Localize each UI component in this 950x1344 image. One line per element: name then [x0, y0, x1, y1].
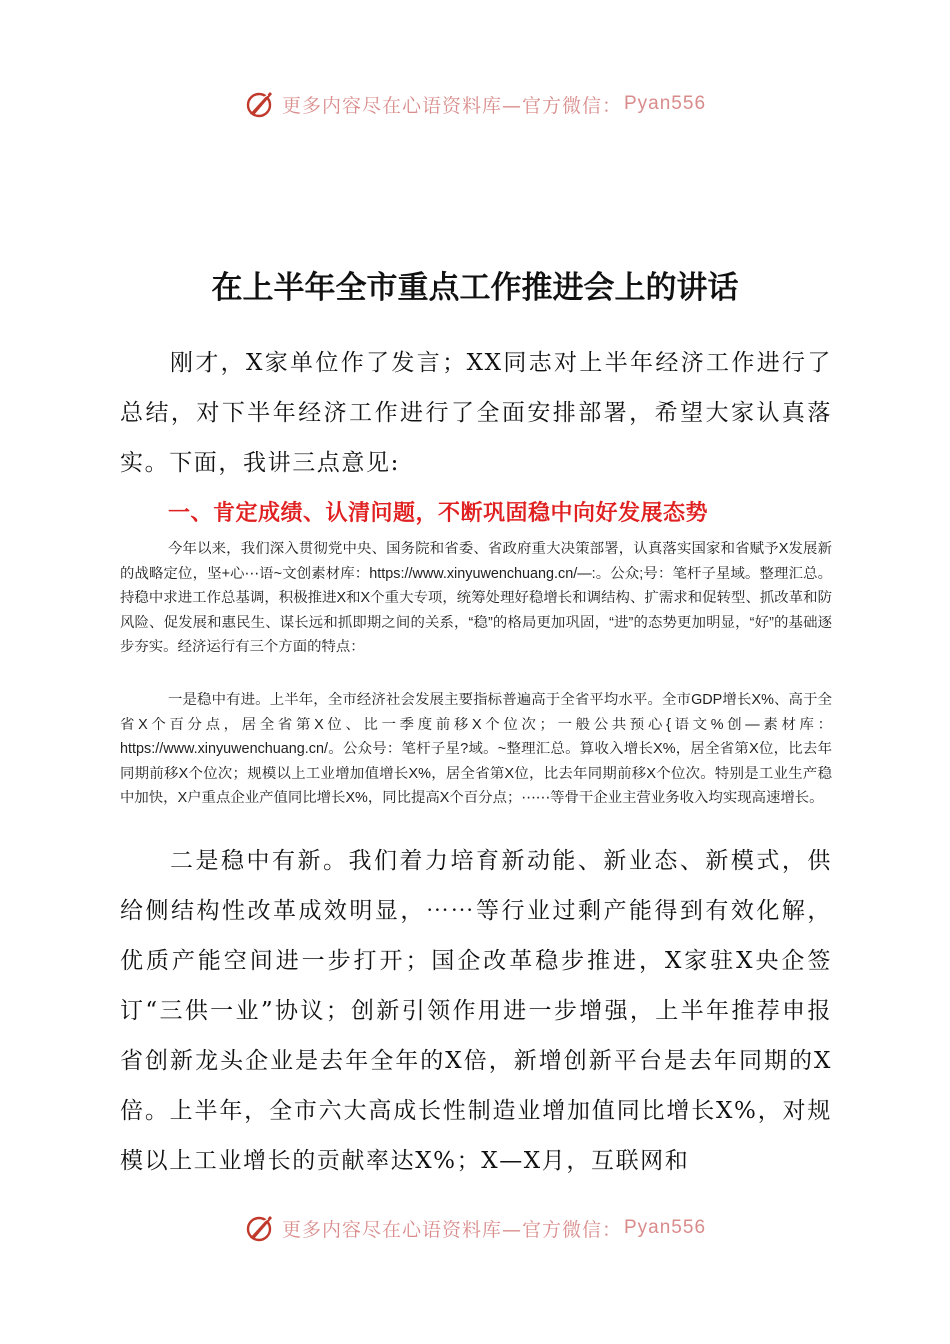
document-title: 在上半年全市重点工作推进会上的讲话 [211, 270, 739, 306]
watermark-text: 更多内容尽在心语资料库—官方微信： [281, 94, 622, 117]
quill-logo-icon [244, 1212, 276, 1244]
intro-paragraph: 刚才，X家单位作了发言；XX同志对上半年经济工作进行了总结，对下半年经济工作进行了全面安排部署，希望大家认真落实。下面，我讲三点意见: [120, 350, 832, 476]
quill-logo-icon [244, 88, 276, 120]
watermark-text: 更多内容尽在心语资料库—官方微信： [281, 1218, 622, 1241]
watermark-wechat-id: Pyan556 [624, 1217, 707, 1238]
footer-watermark [0, 1206, 950, 1250]
section-heading-1: 一、肯定成绩、认清问题，不断巩固稳中向好发展态势 [168, 501, 709, 526]
overview-paragraph: 今年以来，我们深入贯彻党中央、国务院和省委、省政府重大决策部署，认真落实国家和省赋予X发展新的战略定位，坚+心⋯语~文创素材库：https://www.xinyuwenchuang.cn/—:。公众;号：笔杆子星域。整理汇总。持稳中求进工作总基调，积极推进X和X个重大专项，统筹处理好稳增长和调结构、扩需求和促转型、抓改革和防风险、促发展和惠民生、谋长远和抓即期之间的关系，“稳”的格局更加巩固，“进”的态势更加明显，“好”的基础逐步夯实。经济运行有三个方面的特点： [120, 541, 832, 656]
watermark-wechat-id: Pyan556 [624, 93, 707, 114]
new-momentum-paragraph: 二是稳中有新。我们着力培育新动能、新业态、新模式，供给侧结构性改革成效明显，⋯⋯等行业过剩产能得到有效化解，优质产能空间进一步打开；国企改革稳步推进，X家驻X央企签订“三供一业”协议；创新引领作用进一步增强，上半年推荐申报省创新龙头企业是去年全年的X倍，新增创新平台是去年同期的X倍。上半年，全市六大高成长性制造业增加值同比增长X%，对规模以上工业增长的贡献率达X%；X—X月，互联网和 [120, 848, 832, 1174]
header-watermark [0, 82, 950, 126]
stable-progress-paragraph: 一是稳中有进。上半年，全市经济社会发展主要指标普遍高于全省平均水平。全市GDP增长X%、高于全省X个百分点，居全省第X位、比一季度前移X个位次；一般公共预心{语文%创—素材库：https://www.xinyuwenchuang.cn/。公众号：笔杆子星?域。~整理汇总。算收入增长X%，居全省第X位，比去年同期前移X个位次；规模以上工业增加值增长X%，居全省第X位，比去年同期前移X个位次。特别是工业生产稳中加快，X户重点企业产值同比增长X%，同比提高X个百分点；⋯⋯等骨干企业主营业务收入均实现高速增长。 [120, 692, 832, 807]
